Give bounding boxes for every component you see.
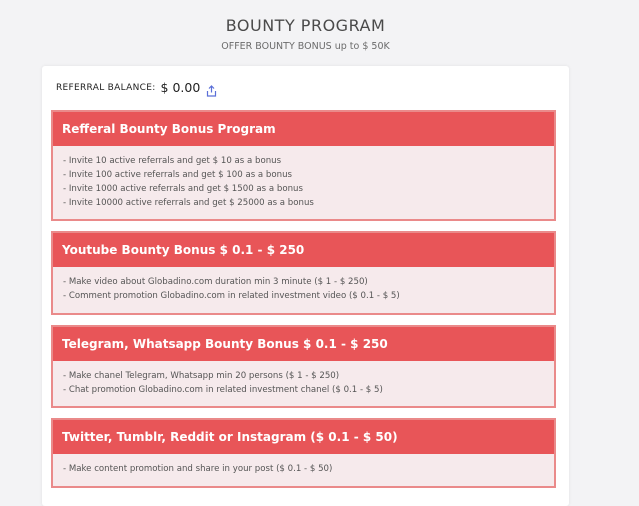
program-line: - Invite 10000 active referrals and get $ 25000 as a bonus [63, 198, 314, 208]
program-line: - Invite 1000 active referrals and get $ 1500 as a bonus [63, 184, 303, 194]
balance-label: REFERRAL BALANCE: [56, 82, 156, 93]
program-box-referral [51, 110, 556, 221]
program-title: Youtube Bounty Bonus $ 0.1 - $ 250 [53, 233, 554, 267]
program-box-youtube [51, 231, 556, 315]
program-line: - Make content promotion and share in your post ($ 0.1 - $ 50) [63, 464, 333, 474]
program-line: - Comment promotion Globadino.com in related investment video ($ 0.1 - $ 5) [63, 291, 400, 301]
balance-value: $ 0.00 [160, 80, 201, 95]
program-line: - Make chanel Telegram, Whatsapp min 20 persons ($ 1 - $ 250) [63, 371, 340, 381]
program-title: Refferal Bounty Bonus Program [53, 112, 554, 146]
program-description [53, 361, 554, 397]
program-line: - Make video about Globadino.com duration min 3 minute ($ 1 - $ 250) [63, 277, 368, 287]
program-description [53, 454, 554, 476]
program-line: - Invite 10 active referrals and get $ 10 as a bonus [63, 156, 282, 166]
program-title: Telegram, Whatsapp Bounty Bonus $ 0.1 - $ 250 [53, 327, 554, 361]
program-box-social [51, 418, 556, 488]
program-line: - Invite 100 active referrals and get $ 100 as a bonus [63, 170, 293, 180]
referral-balance [56, 80, 217, 95]
program-line: - Chat promotion Globadino.com in related investment chanel ($ 0.1 - $ 5) [63, 385, 383, 395]
page-subtitle: OFFER BOUNTY BONUS up to $ 50K [221, 41, 390, 52]
program-description [53, 267, 554, 303]
program-box-telegram [51, 325, 556, 408]
program-title: Twitter, Tumblr, Reddit or Instagram ($ 0.1 - $ 50) [53, 420, 554, 454]
share-icon[interactable] [206, 82, 217, 94]
bounty-card [42, 66, 569, 506]
program-description [53, 146, 554, 210]
page-title: BOUNTY PROGRAM [225, 16, 386, 35]
